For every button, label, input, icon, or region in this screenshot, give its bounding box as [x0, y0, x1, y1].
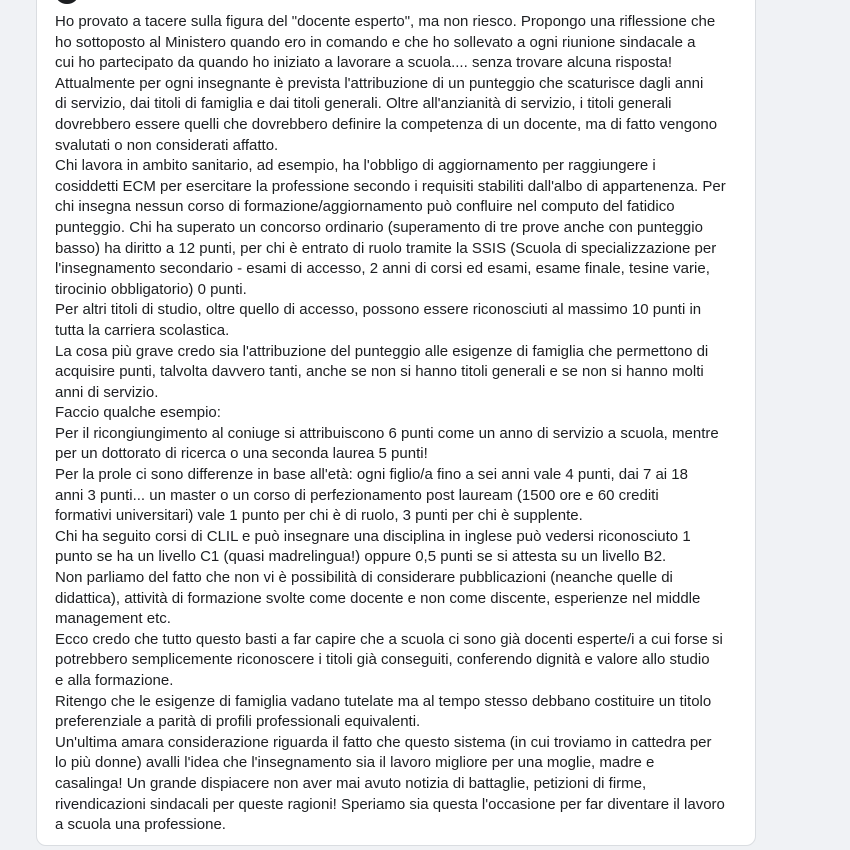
post-text-line: management etc.	[55, 610, 171, 628]
post-text-line: lo più donne) avalli l'idea che l'insegnamento sia il lavoro migliore per una moglie, madre e	[55, 754, 655, 772]
post-text-line: Ecco credo che tutto questo basti a far capire che a scuola ci sono già docenti esperte/i a cui forse si	[55, 630, 723, 648]
post-text-line: Chi lavora in ambito sanitario, ad esempio, ha l'obbligo di aggiornamento per raggiungere i	[55, 157, 656, 175]
post-text-line: casalinga! Un grande dispiacere non aver mai avuto notizia di battaglie, petizioni di firme,	[55, 774, 647, 792]
post-text-line: chi insegna nessun corso di formazione/aggiornamento può confluire nel computo del fatidico	[55, 198, 675, 216]
post-text-line: Chi ha seguito corsi di CLIL e può insegnare una disciplina in inglese può vedersi riconosciuto 1	[55, 527, 691, 545]
post-text-line: Faccio qualche esempio:	[55, 404, 221, 422]
post-text-line: didattica), attività di formazione svolte come docente e non come discente, esperienze nel middle	[55, 589, 701, 607]
post-body-text	[55, 12, 745, 836]
post-text-line: acquisire punti, talvolta davvero tanti, anche se non si hanno titoli generali e se non si hanno molti	[55, 363, 704, 381]
post-text-line: preferenziale a parità di profili professionali equivalenti.	[55, 713, 421, 731]
post-text-line: e alla formazione.	[55, 672, 174, 689]
post-text-line: formativi universitari) vale 1 punto per chi è di ruolo, 3 punti per chi è supplente.	[55, 507, 583, 525]
post-text-line: Attualmente per ogni insegnante è prevista l'attribuzione di un punteggio che scaturisce dagli anni	[55, 74, 704, 92]
post-text-line: a scuola una professione.	[55, 816, 226, 834]
post-text-line: punteggio. Chi ha superato un concorso ordinario (superamento di tre prove anche con punteggio	[55, 218, 703, 236]
post-text-line: dovrebbero essere quelli che dovrebbero definire la competenza di un docente, ma di fatto vengono	[55, 115, 718, 133]
post-text-line: tutta la carriera scolastica.	[55, 321, 230, 339]
post-text-line: rivendicazioni sindacali per queste ragioni! Speriamo sia questa l'occasione per far diventare il lavoro	[55, 795, 725, 813]
post-text-line: Un'ultima amara considerazione riguarda il fatto che questo sistema (in cui troviamo in cattedra per	[55, 733, 712, 751]
post-text-line: di servizio, dai titoli di famiglia e dai titoli generali. Oltre all'anzianità di servizio, i titoli generali	[55, 95, 672, 113]
post-text-line: Per la prole ci sono differenze in base all'età: ogni figlio/a fino a sei anni vale 4 punti, dai 7 ai 18	[55, 466, 688, 484]
post-text-line: Per il ricongiungimento al coniuge si attribuiscono 6 punti come un anno di servizio a scuola, mentre	[55, 424, 719, 442]
post-text-line: Ritengo che le esigenze di famiglia vadano tutelate ma al tempo stesso debbano costituire un titolo	[55, 692, 712, 710]
post-text-line: cui ho partecipato da quando ho iniziato a lavorare a scuola.... senza trovare alcuna risposta!	[55, 54, 673, 72]
post-text-line: tirocinio obbligatorio) 0 punti.	[55, 280, 247, 298]
post-text-line: anni di servizio.	[55, 383, 159, 401]
post-text-line: punto se ha un livello C1 (quasi madrelingua!) oppure 0,5 punti se si attesta su un livello B2.	[55, 548, 667, 566]
post-text-line: basso) ha diritto a 12 punti, per chi è entrato di ruolo tramite la SSIS (Scuola di specializzazione per	[55, 239, 717, 257]
post-text-line: cosiddetti ECM per esercitare la professione secondo i requisiti stabiliti dall'albo di appartenenza. Per	[55, 177, 726, 195]
post-text-line: svalutati o non considerati affatto.	[55, 136, 279, 154]
post-text-line: l'insegnamento secondario - esami di accesso, 2 anni di corsi ed esami, esame finale, tesine varie,	[55, 260, 710, 278]
post-text-line: anni 3 punti... un master o un corso di perfezionamento post lauream (1500 ore e 60 crediti	[55, 486, 659, 504]
post-text-line: potrebbero semplicemente riconoscere i titoli già conseguiti, conferendo dignità e valore allo studio	[55, 651, 710, 669]
post-text-line: per un dottorato di ricerca o una seconda laurea 5 punti!	[55, 445, 428, 463]
post-text-line: ho sottoposto al Ministero quando ero in comando e che ho sollevato a ogni riunione sindacale a	[55, 33, 696, 51]
post-text-line: La cosa più grave credo sia l'attribuzione del punteggio alle esigenze di famiglia che permettono di	[55, 342, 709, 360]
post-text-line: Ho provato a tacere sulla figura del "docente esperto", ma non riesco. Propongo una riflessione che	[55, 13, 716, 30]
post-text-line: Per altri titoli di studio, oltre quello di accesso, possono essere riconosciuti al massimo 10 punti in	[55, 301, 702, 319]
post-text-line: Non parliamo del fatto che non vi è possibilità di considerare pubblicazioni (neanche quelle di	[55, 569, 673, 587]
